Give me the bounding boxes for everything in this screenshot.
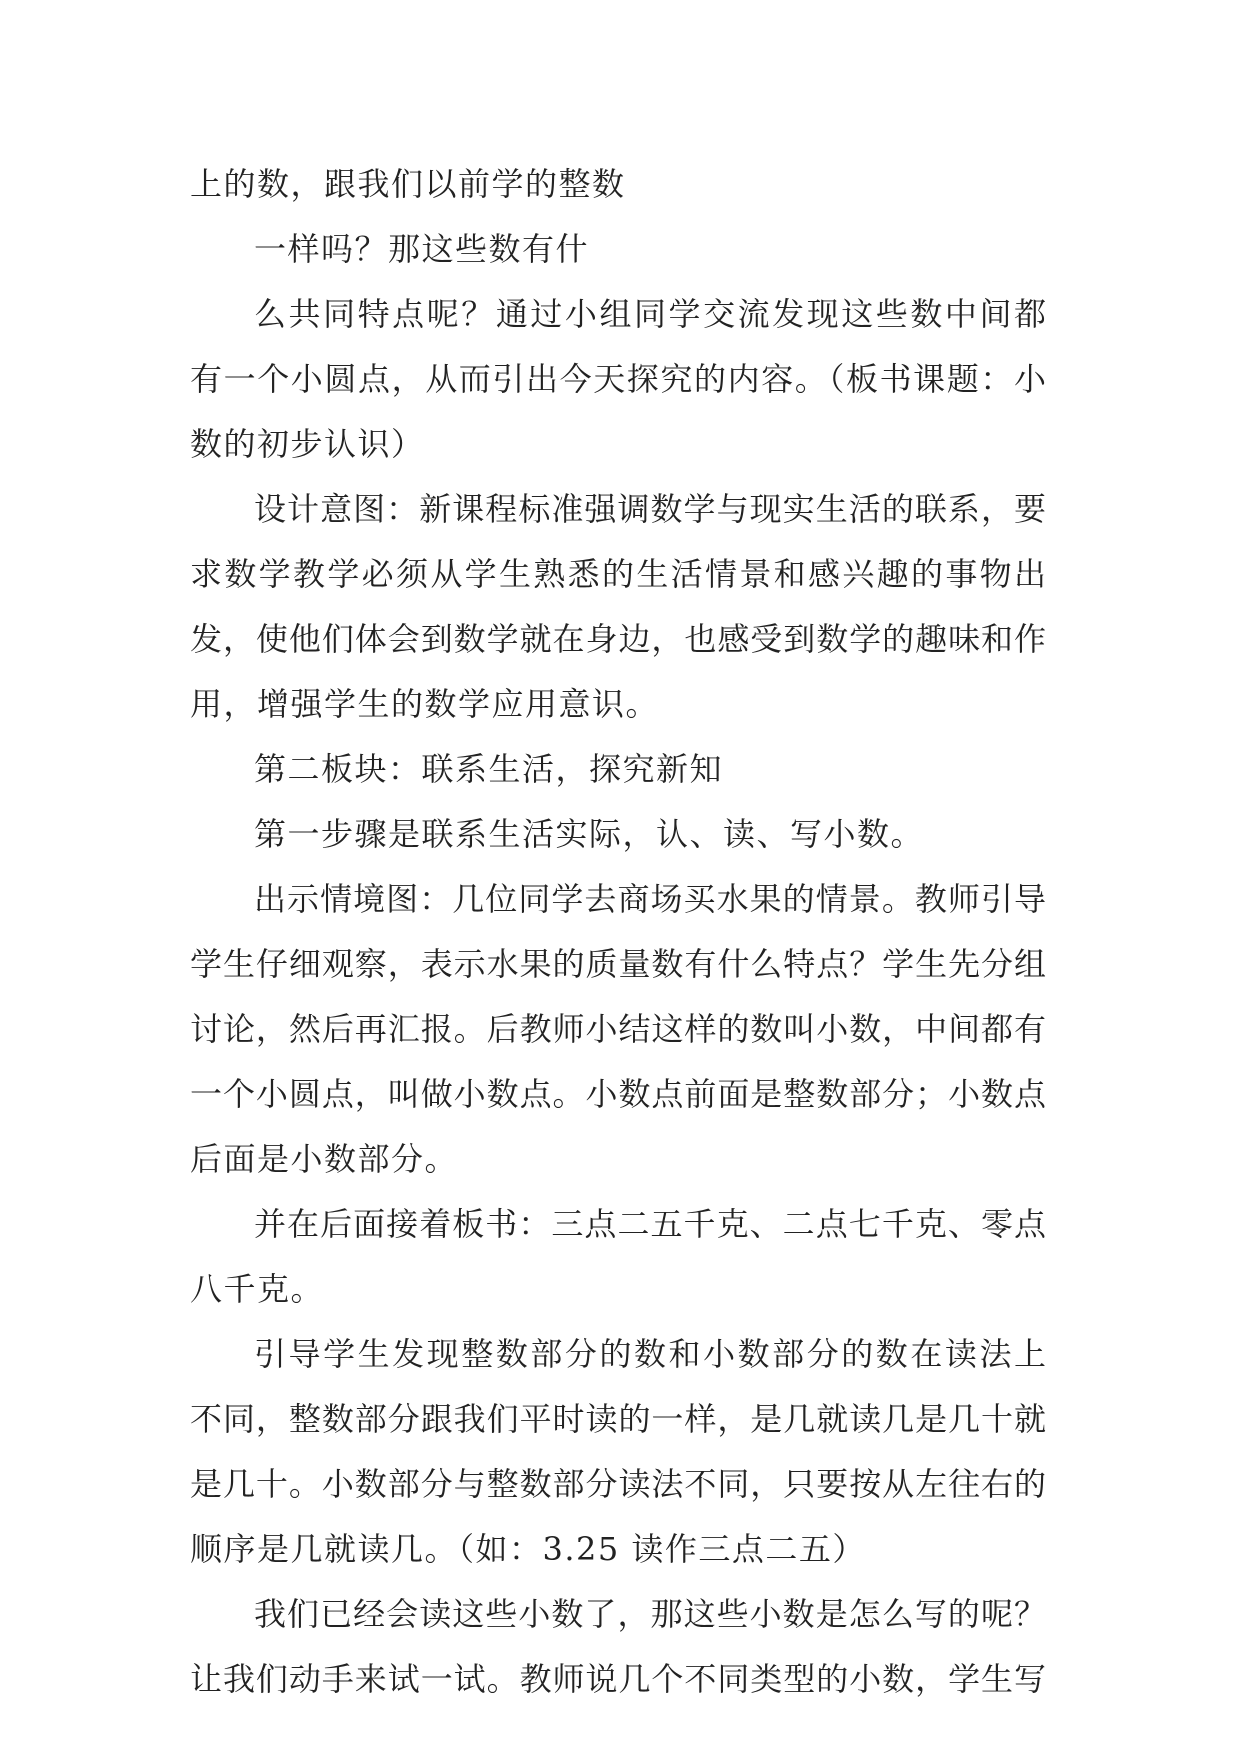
text-line: 一样吗？那这些数有什 xyxy=(254,230,590,268)
text-line: 数的初步认识） xyxy=(190,425,425,463)
text-line: 让我们动手来试一试。教师说几个不同类型的小数，学生写 xyxy=(190,1660,1046,1698)
text-line: 发，使他们体会到数学就在身边，也感受到数学的趣味和作 xyxy=(190,620,1046,658)
text-line: 么共同特点呢？通过小组同学交流发现这些数中间都 xyxy=(254,295,1046,333)
text-line: 求数学教学必须从学生熟悉的生活情景和感兴趣的事物出 xyxy=(190,555,1046,593)
text-line: 后面是小数部分。 xyxy=(190,1140,459,1178)
text-line: 八千克。 xyxy=(190,1270,325,1308)
text-line: 上的数，跟我们以前学的整数 xyxy=(190,165,626,203)
text-line: 有一个小圆点，从而引出今天探究的内容。（板书课题：小 xyxy=(190,360,1046,398)
text-line: 讨论，然后再汇报。后教师小结这样的数叫小数，中间都有 xyxy=(190,1010,1046,1048)
section-heading: 第二板块：联系生活，探究新知 xyxy=(254,750,724,788)
text-line: 引导学生发现整数部分的数和小数部分的数在读法上 xyxy=(254,1335,1046,1373)
text-line: 并在后面接着板书：三点二五千克、二点七千克、零点 xyxy=(254,1205,1046,1243)
text-line: 设计意图：新课程标准强调数学与现实生活的联系，要 xyxy=(254,490,1046,528)
text-line: 不同，整数部分跟我们平时读的一样，是几就读几是几十就 xyxy=(190,1400,1046,1438)
text-line: 一个小圆点，叫做小数点。小数点前面是整数部分；小数点 xyxy=(190,1075,1046,1113)
text-line: 我们已经会读这些小数了，那这些小数是怎么写的呢？ xyxy=(254,1595,1046,1633)
text-line: 顺序是几就读几。（如：3.25 读作三点二五） xyxy=(190,1530,866,1568)
text-line: 学生仔细观察，表示水果的质量数有什么特点？学生先分组 xyxy=(190,945,1046,983)
text-line: 用，增强学生的数学应用意识。 xyxy=(190,685,660,723)
text-line: 第一步骤是联系生活实际，认、读、写小数。 xyxy=(254,815,925,853)
text-line: 出示情境图：几位同学去商场买水果的情景。教师引导 xyxy=(254,880,1046,918)
text-line: 是几十。小数部分与整数部分读法不同，只要按从左往右的 xyxy=(190,1465,1046,1503)
